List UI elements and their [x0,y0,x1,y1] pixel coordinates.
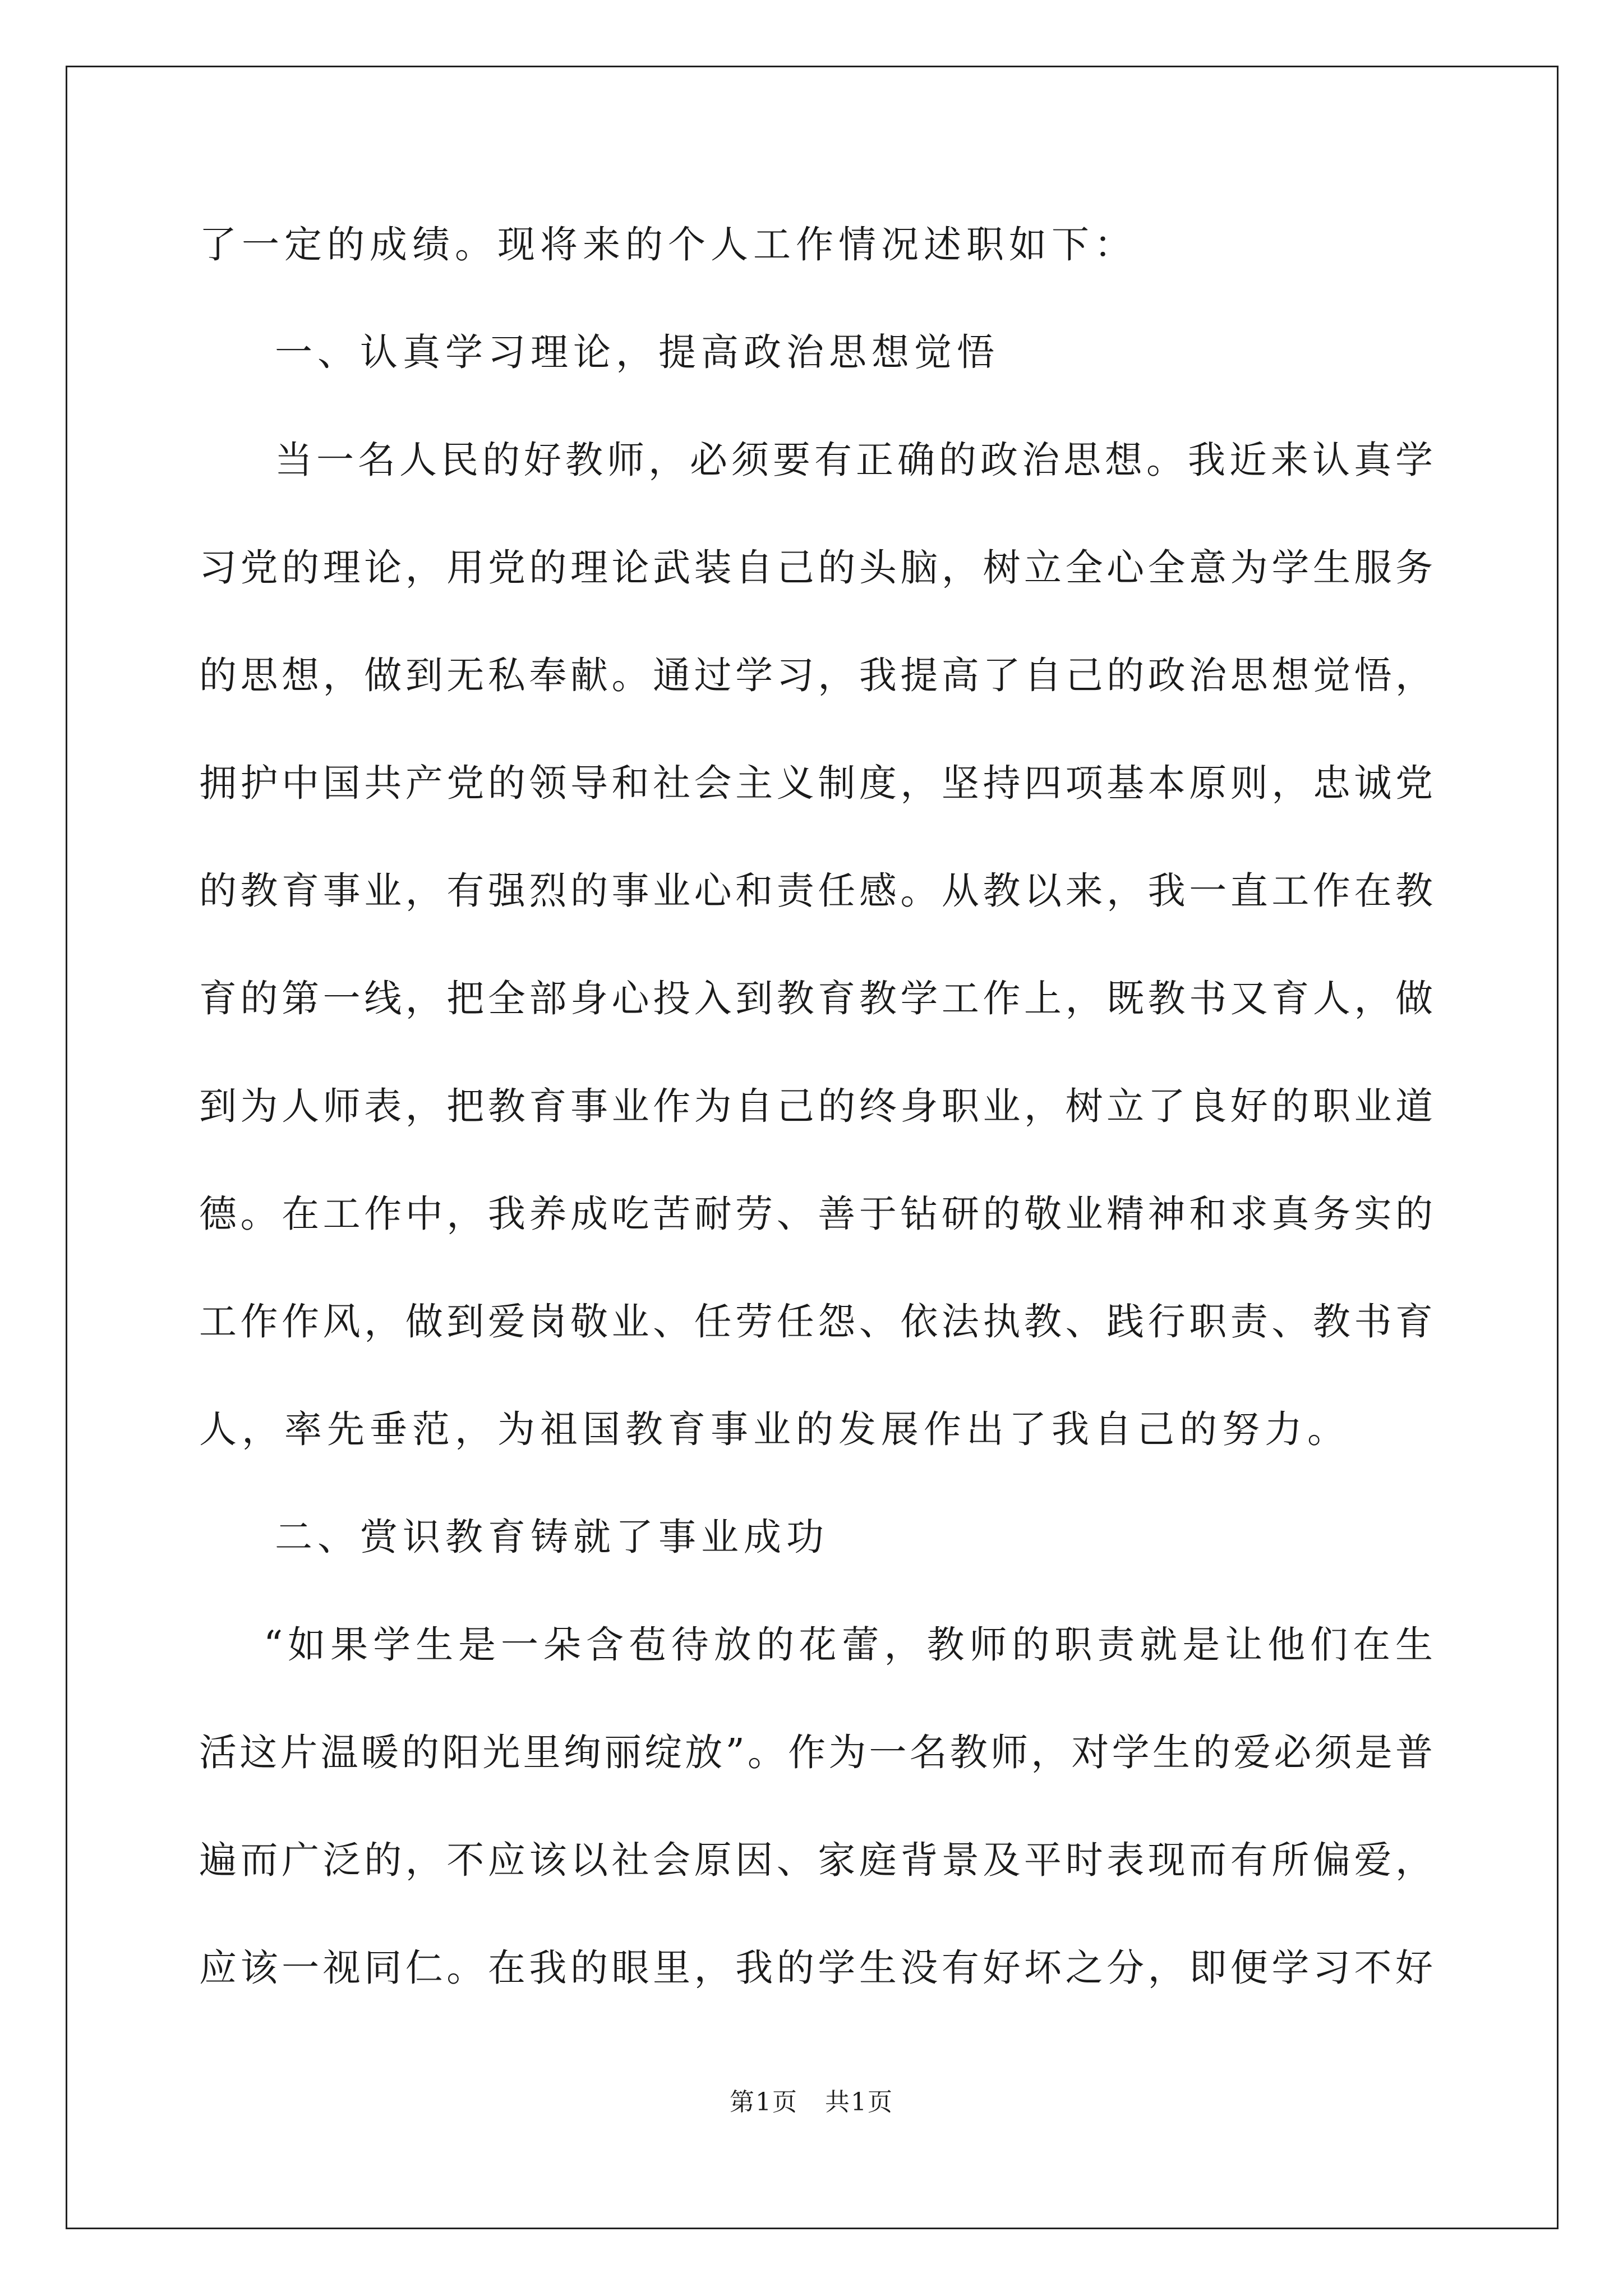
text-line: 习党的理论，用党的理论武装自己的头脑，树立全心全意为学生服务 [199,546,1433,590]
text-line: 育的第一线，把全部身心投入到教育教学工作上，既教书又育人，做 [199,977,1433,1020]
text-line: 活这片温暖的阳光里绚丽绽放”。作为一名教师，对学生的爱必须是普 [199,1731,1433,1774]
text-line: 人，率先垂范，为祖国教育事业的发展作出了我自己的努力。 [199,1407,1350,1451]
section-heading: 二、赏识教育铸就了事业成功 [275,1515,829,1559]
text-line: 了一定的成绩。现将来的个人工作情况述职如下： [199,223,1137,266]
section-heading: 一、认真学习理论，提高政治思想觉悟 [275,330,999,374]
text-line: 遍而广泛的，不应该以社会原因、家庭背景及平时表现而有所偏爱， [199,1838,1433,1882]
page-border [66,66,1559,2229]
page-footer: 第1页 共1页 [730,2088,893,2116]
text-line: 应该一视同仁。在我的眼里，我的学生没有好坏之分，即便学习不好 [199,1946,1433,1990]
text-line: 的思想，做到无私奉献。通过学习，我提高了自己的政治思想觉悟， [199,654,1433,697]
text-line: 拥护中国共产党的领导和社会主义制度，坚持四项基本原则，忠诚党 [199,761,1433,805]
text-line: 德。在工作中，我养成吃苦耐劳、善于钻研的敬业精神和求真务实的 [199,1192,1433,1236]
text-line: 的教育事业，有强烈的事业心和责任感。从教以来，我一直工作在教 [199,869,1433,913]
text-line: 工作作风，做到爱岗敬业、任劳任怨、依法执教、践行职责、教书育 [199,1300,1433,1343]
text-line: 当一名人民的好教师，必须要有正确的政治思想。我近来认真学 [275,438,1433,482]
text-line: 到为人师表，把教育事业作为自己的终身职业，树立了良好的职业道 [199,1084,1433,1128]
text-line: “如果学生是一朵含苞待放的花蕾，教师的职责就是让他们在生 [264,1623,1433,1667]
